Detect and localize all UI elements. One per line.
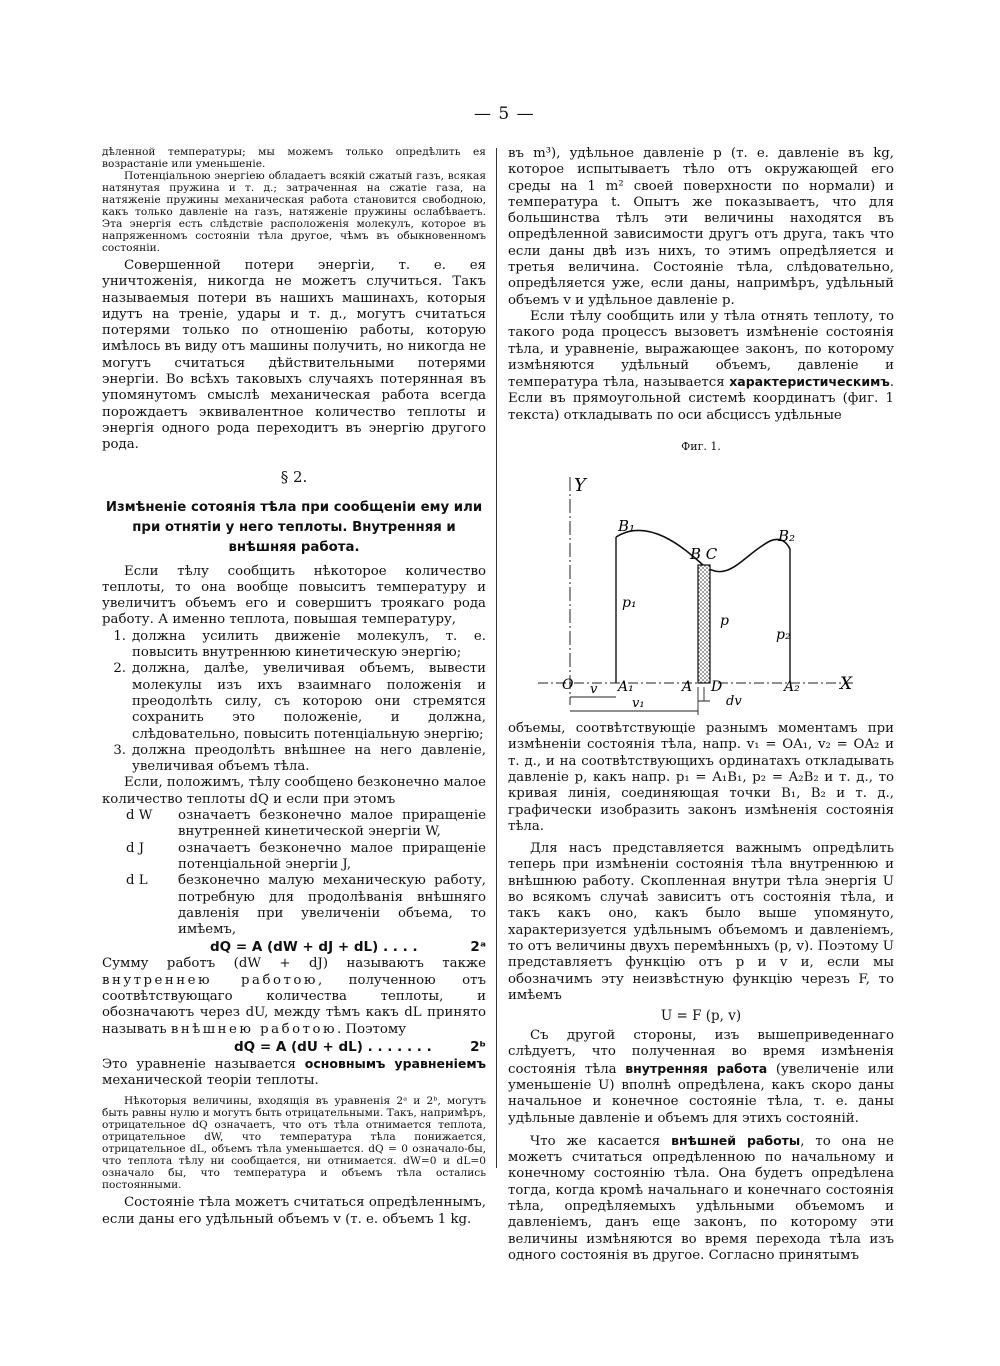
definitions-list — [102, 808, 486, 938]
label-dv: dv — [726, 694, 742, 710]
paragraph-state-defined: Состояніе тѣла можетъ считаться опредѣленнымъ, если даны его удѣльный объемъ v (т. е. объемъ 1 kg. — [102, 1195, 486, 1227]
paragraph-volumes: объемы, соотвѣтствующіе разнымъ моментамъ при измѣненіи состоянія тѣла, напр. v₁ = OA₁, v₂ = OA₂ и т. д., и на соотвѣтствующихъ ординатахъ откладывать давленіе p, какъ напр. p₁ = A₁B₁, p₂ = A₂B₂ и т. д., то кривая линія, соединяющая точки B₁, B₂ и т. д., графически изобразить законъ измѣненія состоянія тѣла. — [508, 721, 894, 834]
paragraph-energy-loss: Совершенной потери энергіи, т. е. ея уничтоженія, никогда не можетъ случиться. Такъ называемыя потери въ нашихъ машинахъ, которыя идутъ на треніе, удары и т. д., могутъ считаться потерями только по отношенію работы, которую имѣлось въ виду отъ машины получить, но никогда не могутъ считаться дѣйствительными потерями энергіи. Во всѣхъ таковыхъ случаяхъ потерянная въ упомянутомъ смыслѣ механическая работа всегда порождаетъ эквивалентное количество теплоты и энергія одного рода переходитъ въ энергію другого рода. — [102, 258, 486, 453]
footnote-negative-values: Нѣкоторыя величины, входящія въ уравненія 2ᵃ и 2ᵇ, могутъ быть равны нулю и могутъ быть отрицательными. Такъ, напримѣръ, отрицательное dQ означаетъ, что отъ тѣла отнимается теплота, отрицательное dW, что температура тѣла понижается, отрицательное dL, объемъ тѣла уменьшается. dQ = 0 означало-бы, что теплота тѣлу ни сообщается, ни отнимается. dW=0 и dL=0 означало бы, что температура и объемъ тѣла остались постоянными. — [102, 1095, 486, 1192]
label-p1: p₁ — [622, 595, 637, 612]
label-X: X — [840, 674, 853, 695]
section-number: § 2. — [280, 467, 308, 486]
list-item: 3. должна преодолѣть внѣшнее на него давленіе, увеличивая объемъ тѣла. — [113, 742, 486, 775]
definition-dJ: d J означаетъ безконечно малое приращеніе потенціальной энергіи J, — [126, 840, 486, 872]
label-p2: p₂ — [776, 627, 791, 644]
work-strip — [698, 565, 710, 683]
equation-2a: dQ = A (dW + dJ + dL) . . . . 2ᵃ — [210, 939, 486, 956]
paragraph-infinitesimal: Если, положимъ, тѣлу сообщено безконечно малое количество теплоты dQ и если при этомъ — [102, 775, 486, 807]
label-O: O — [562, 677, 574, 694]
label-BC: B C — [690, 545, 718, 564]
section-heading: Измѣненіе сотоянія тѣла при сообщеніи ему или при отнятіи у него теплоты. Внутренняя и внѣшняя работа. — [105, 499, 483, 555]
footnote-continued: дѣленной температуры; мы можемъ только опредѣлить ея возрастаніе или уменьшеніе. — [102, 146, 486, 170]
label-p: p — [720, 613, 729, 630]
left-column — [102, 146, 486, 1228]
figure-pv-diagram — [508, 457, 894, 717]
column-divider — [496, 148, 497, 1168]
label-A2: A₂ — [784, 679, 800, 696]
effects-list — [102, 629, 486, 776]
equation-U: U = F (p, v) — [660, 1008, 742, 1025]
label-A: A — [682, 679, 693, 696]
list-item: 1. должна усилить движеніе молекулъ, т. е. повысить внутреннюю кинетическую энергію; — [113, 628, 486, 661]
definition-dW: d W означаетъ безконечно малое приращеніе внутренней кинетической энергіи W, — [126, 808, 486, 840]
figure-caption: Фиг. 1. — [681, 440, 721, 454]
footnote-potential-energy: Потенціальною энергіею обладаетъ всякій сжатый газъ, всякая натянутая пружина и т. д.; затраченная на сжатіе газа, на натяженіе пружины механическая работа становится свободною, какъ только давленіе на газъ, натяженіе пружины ослабѣваетъ. Эта энергія есть слѣдствіе расположенія молекулъ, которое въ напряженномъ состояніи тѣла другое, чѣмъ въ обыкновенномъ состояніи. — [102, 170, 486, 254]
definition-dL: d L безконечно малую механическую работу, потребную для продолѣванія внѣшняго давленія при увеличеніи объема, то имѣемъ, — [126, 873, 486, 938]
paragraph-internal-energy: Для насъ представляется важнымъ опредѣлить теперь при измѣненіи состоянія тѣла внутреннюю и внѣшнюю работу. Скопленная внутри тѣла энергія U во всякомъ случаѣ зависитъ отъ состоянія тѣла, и такъ какъ оно, какъ было выше упомянуто, характеризуется удѣльнымъ объемомъ и давленіемъ, то отъ величины двухъ перемѣнныхъ (p, v). Поэтому U представляетъ функцію отъ p и v и, если мы обозначимъ эту неизвѣстную функцію черезъ F, то имѣемъ — [508, 841, 894, 1003]
paragraph-internal-work: Сумму работъ (dW + dJ) называютъ также внутреннею работою, полученною отъ соотвѣтствующаго количества теплоты, и обозначаютъ через dU, между тѣмъ какъ dL принято называть внѣшнею работою. Поэтому — [102, 956, 487, 1037]
page-number: — 5 — — [474, 104, 535, 124]
right-column — [508, 146, 894, 1264]
paragraph-fundamental-equation: Это уравненіе называется основнымъ уравненіемъ механической теоріи теплоты. — [102, 1055, 487, 1089]
label-B1: B₁ — [618, 517, 636, 536]
paragraph-external-work: Что же касается внѣшней работы, то она не можетъ считаться опредѣленною по начальному и конечному состоянію тѣла. Она будетъ опредѣлена тогда, когда кромѣ начальнаго и конечнаго состоянія тѣла, опредѣляемыхъ удѣльными объемомъ и давленіемъ, данъ еще законъ, по которому эти величины измѣняются во время перехода тѣла изъ одного состоянія въ другое. Согласно принятымъ — [508, 1132, 894, 1263]
list-item: 2. должна, далѣе, увеличивая объемъ, вывести молекулы изъ ихъ взаимнаго положенія и преодолѣть силу, съ которою они стремятся сохранить это положеніе, и должна, слѣдовательно, повысить потенціальную энергію; — [113, 661, 486, 742]
paragraph-internal-work-defined: Съ другой стороны, изъ вышеприведеннаго слѣдуетъ, что полученная во время измѣненія состоянія тѣла внутренняя работа (увеличеніе или уменьшеніе U) вполнѣ опредѣлена, какъ скоро даны начальное и конечное состояніе тѣла, т. е. даны удѣльные давленіе и объемъ для этихъ состояній. — [508, 1028, 894, 1126]
label-D: D — [711, 679, 723, 696]
dv-arrow — [698, 687, 710, 701]
label-v1: v₁ — [632, 696, 645, 712]
paragraph-characteristic: Если тѣлу сообщить или у тѣла отнять теплоту, то такого рода процессъ вызоветъ измѣненіе состоянія тѣла, и уравненіе, выражающее законъ, по которому измѣняются удѣльный объемъ, давленіе и температура тѣла, называется характеристическимъ. Если въ прямоугольной системѣ координатъ (фиг. 1 текста) откладывать по оси абсциссъ удѣльные — [508, 308, 894, 423]
label-B2: B₂ — [778, 527, 796, 546]
equation-2b: dQ = A (dU + dL) . . . . . . . 2ᵇ — [234, 1038, 486, 1055]
label-Y: Y — [574, 475, 586, 497]
paragraph-pressure: въ m³), удѣльное давленіе p (т. е. давленіе въ kg, которое испытываетъ тѣло отъ окружающей его среды на 1 m² своей поверхности по нормали) и температура t. Опытъ же показываетъ, что для большинства тѣлъ эти величины находятся въ опредѣленной зависимости другъ отъ друга, такъ что если даны двѣ изъ нихъ, то этимъ опредѣляется и третья величина. Состояніе тѣла, слѣдовательно, опредѣляется уже, если даны, напримѣръ, удѣльный объемъ v и удѣльное давленіе p. — [508, 146, 894, 308]
label-v: v — [590, 682, 598, 698]
paragraph-heat-supply: Если тѣлу сообщить нѣкоторое количество теплоты, то она вообще повыситъ температуру и увеличитъ объемъ его и совершитъ троякаго рода работу. А именно теплота, повышая температуру, — [102, 563, 486, 628]
label-A1: A₁ — [618, 679, 634, 696]
